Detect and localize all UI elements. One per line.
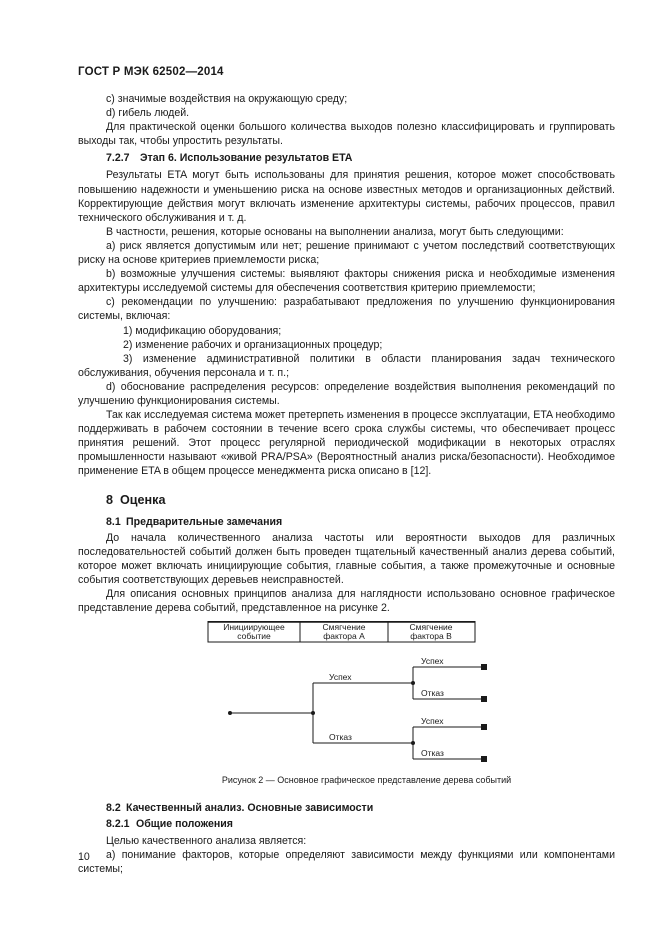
paragraph-goal: Целью качественного анализа является: — [106, 834, 307, 847]
paragraph-classify: Для практической оценки большого количества выходов полезно классифицировать и группировать выходы так, чтобы упростить результаты. — [78, 121, 615, 148]
section-title: Качественный анализ. Основные зависимости — [126, 802, 374, 815]
label-success-b1: Успех — [421, 656, 444, 667]
goal-item-a: а) понимание факторов, которые определяют зависимости между функциями или компонентами системы; — [78, 848, 615, 875]
col-factor-a-line2: фактора А — [323, 631, 365, 642]
section-heading-7-2-7 — [106, 151, 615, 165]
section-heading-8-1 — [106, 515, 615, 529]
section-number: 8.2 — [106, 802, 121, 815]
label-failure-a: Отказ — [329, 732, 352, 743]
list-item-b: b) возможные улучшения системы: выявляют факторы снижения риска и необходимые изменения архитектуры исследуемой системы для обеспечения соответствия критерию приемлемости; — [78, 268, 615, 295]
col-initiating-line2: событие — [237, 631, 271, 642]
paragraph-results: Результаты ETA могут быть использованы для принятия решения, которое может способствовать повышению надежности и уменьшению риска на основе известных методов и организационных действий. Корректирующие действия могут включать изменение архитектуры системы, рабочих процессов, правил технического обслуживания и т. д. — [78, 169, 615, 224]
section-title: Предварительные замечания — [126, 515, 283, 528]
section-heading-8-2 — [106, 801, 615, 815]
label-failure-b2: Отказ — [421, 748, 444, 759]
page-number: 10 — [78, 851, 90, 863]
page-header: ГОСТ Р МЭК 62502—2014 — [78, 66, 224, 78]
col-factor-b-line2: фактора В — [410, 631, 452, 642]
paragraph-figure-ref: Для описания основных принципов анализа для наглядности использовано основное графическое представление дерева событий, представленное на рисунке 2. — [78, 588, 615, 615]
paragraph-prelim: До начала количественного анализа частоты или вероятности выходов для различных последовательностей событий должен быть проведен тщательный качественный анализ дерева событий, которое может включать инициирующие события, главные события, а также промежуточные и основные события соответствующих деревьев неисправностей. — [78, 531, 615, 586]
list-item-c: c) значимые воздействия на окружающую среду; — [106, 93, 348, 105]
outcome-4 — [481, 756, 487, 762]
col-initiating-line1: Инициирующее — [223, 622, 285, 633]
outcome-3 — [481, 724, 487, 730]
outcome-2 — [481, 696, 487, 702]
sub-item-3: 3) изменение административной политики в области планирования задач технического обслуживания, обучения персонала и т. п.; — [78, 352, 615, 379]
section-number: 8 — [106, 492, 114, 507]
paragraph-changes: Так как исследуемая система может претерпеть изменения в процессе эксплуатации, ETA необходимо поддерживать в рабочем состоянии в течение всего срока службы системы, что обеспечивает процесс принятия решений. Этот процесс регулярной периодической модификации в некоторых отраслях промышленности называют «живой PRA/PSA» (Вероятностный анализ риска/безопасности). Необходимое применение ETA в общем процессе менеджмента риска описано в [12]. — [78, 409, 615, 478]
section-title: Общие положения — [136, 818, 233, 831]
outcome-1 — [481, 664, 487, 670]
section-heading-8-2-1 — [106, 817, 615, 831]
list-item-d: d) гибель людей. — [106, 107, 190, 120]
sub-item-1: 1) модификацию оборудования; — [123, 324, 282, 337]
event-tree-figure — [78, 621, 615, 769]
page-body — [78, 92, 615, 876]
section-heading-8 — [106, 493, 615, 507]
sub-item-2: 2) изменение рабочих и организационных процедур; — [123, 338, 383, 351]
list-item-d-resources: d) обоснование распределения ресурсов: определение воздействия выполнения рекомендаций по улучшению функционирования системы. — [78, 380, 615, 407]
label-failure-b1: Отказ — [421, 688, 444, 699]
figure-caption: Рисунок 2 — Основное графическое представление дерева событий — [221, 775, 512, 786]
section-number: 8.1 — [106, 515, 121, 528]
label-success-b2: Успех — [421, 716, 444, 727]
section-title: Этап 6. Использование результатов ETA — [140, 152, 353, 165]
label-success-a: Успех — [329, 672, 352, 683]
event-tree-diagram — [78, 621, 615, 769]
paragraph-decisions: В частности, решения, которые основаны на выполнении анализа, могут быть следующими: — [106, 225, 564, 238]
section-number: 7.2.7 — [106, 152, 130, 165]
list-item-a: а) риск является допустимым или нет; решение принимают с учетом последствий соответствующих риску на основе критериев приемлемости риска; — [78, 239, 615, 267]
col-factor-a-line1: Смягчение — [322, 622, 366, 633]
col-factor-b-line1: Смягчение — [409, 622, 453, 633]
section-title: Оценка — [120, 492, 166, 507]
section-number: 8.2.1 — [106, 818, 130, 831]
list-item-c-recommendations: c) рекомендации по улучшению: разрабатывают предложения по улучшению функционирования системы, включая: — [78, 296, 615, 323]
